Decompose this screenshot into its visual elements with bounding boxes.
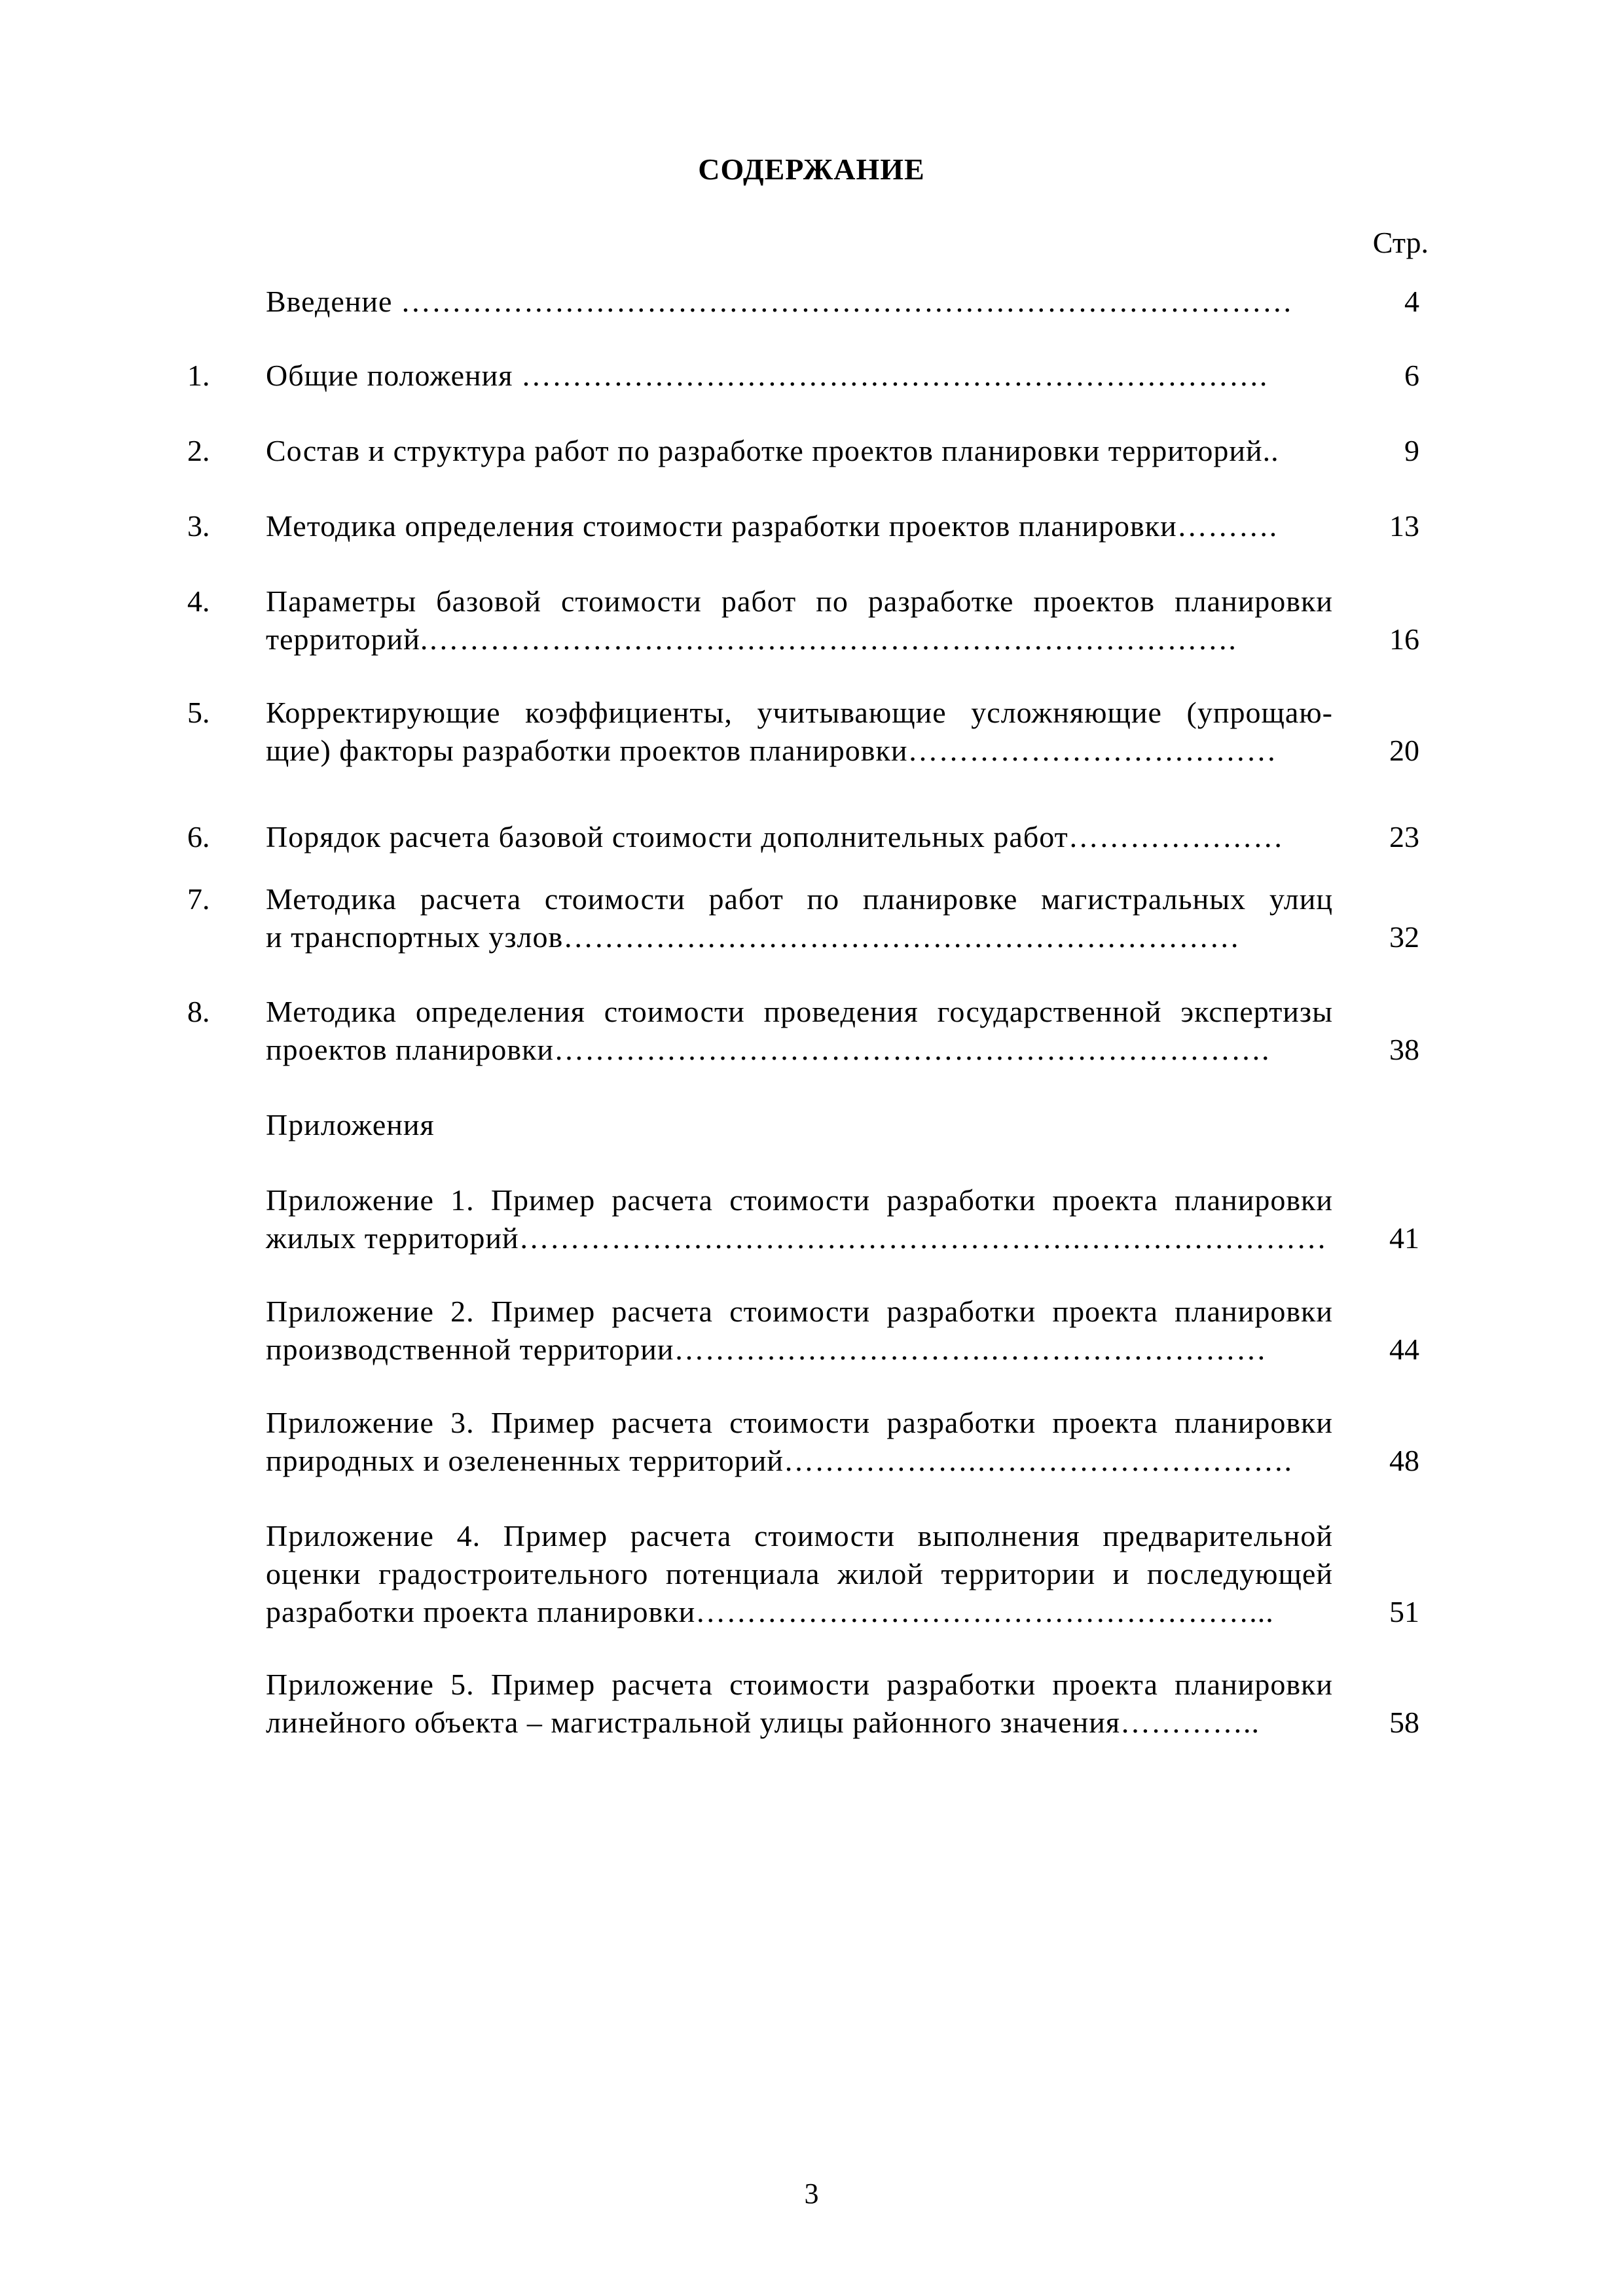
toc-entry-page: 38 bbox=[1389, 1033, 1419, 1066]
toc-entry-page: 32 bbox=[1389, 920, 1419, 954]
toc-entry-page: 9 bbox=[1404, 434, 1419, 467]
toc-entry-line: Введение …………………………………………………………………………… bbox=[266, 285, 1293, 318]
toc-entry-page: 13 bbox=[1389, 509, 1419, 543]
toc-entry-number: 1. bbox=[187, 359, 210, 392]
page-column-header: Стр. bbox=[1372, 226, 1429, 259]
toc-entry-line: щие) факторы разработки проектов планировки……………………………… bbox=[266, 734, 1277, 767]
toc-entry-page: 48 bbox=[1389, 1444, 1419, 1477]
toc-entry-title bbox=[266, 993, 1333, 1069]
toc-entry-line: Состав и структура работ по разработке проектов планировки территорий.. bbox=[266, 434, 1279, 467]
toc-entry-page: 16 bbox=[1389, 622, 1419, 656]
toc-entry-page: 6 bbox=[1404, 359, 1419, 392]
toc-entry-title bbox=[266, 1106, 1333, 1144]
toc-entry-line: природных и озелененных территорий……………….…………………………. bbox=[266, 1444, 1292, 1477]
toc-entry-title bbox=[266, 694, 1333, 770]
toc-entry-title bbox=[266, 1666, 1333, 1742]
toc-entry-title bbox=[266, 507, 1333, 545]
toc-entry-page: 4 bbox=[1404, 285, 1419, 318]
toc-entry-line: Приложение 3. Пример расчета стоимости разработки проекта планировки bbox=[266, 1406, 1333, 1439]
toc-entry-title bbox=[266, 1517, 1333, 1631]
toc-entry-title bbox=[266, 583, 1333, 658]
toc-entry-line: производственной территории………………………….……………………… bbox=[266, 1333, 1267, 1366]
toc-entry-line: и транспортных узлов………………………………………………………… bbox=[266, 920, 1241, 954]
toc-entry-number: 2. bbox=[187, 434, 210, 467]
toc-entry-line: Методика расчета стоимости работ по планировке магистральных улиц bbox=[266, 882, 1333, 916]
toc-entry-title bbox=[266, 1404, 1333, 1480]
toc-entry-line: Методика определения стоимости проведения государственной экспертизы bbox=[266, 995, 1333, 1028]
toc-entry-line: Приложения bbox=[266, 1108, 435, 1141]
toc-entry-line: территорий.……………………………………………………………………. bbox=[266, 622, 1237, 656]
toc-entry-line: Приложение 5. Пример расчета стоимости разработки проекта планировки bbox=[266, 1668, 1333, 1701]
toc-entry-title bbox=[266, 432, 1333, 470]
toc-entry-line: Порядок расчета базовой стоимости дополнительных работ………………… bbox=[266, 820, 1284, 853]
toc-entry-number: 6. bbox=[187, 820, 210, 853]
page-number: 3 bbox=[804, 2178, 819, 2210]
toc-entry-line: проектов планировки……………………………………………………………. bbox=[266, 1033, 1270, 1066]
toc-entry-number: 3. bbox=[187, 509, 210, 543]
toc-entry-title bbox=[266, 357, 1333, 395]
toc-entry-line: разработки проекта планировки………………………………………………... bbox=[266, 1595, 1274, 1628]
toc-entry-title bbox=[266, 880, 1333, 956]
toc-entry-line: Приложение 4. Пример расчета стоимости выполнения предварительной bbox=[266, 1519, 1333, 1552]
toc-entry-title bbox=[266, 1293, 1333, 1369]
toc-entry-line: Общие положения ………………………………………………………………. bbox=[266, 359, 1268, 392]
toc-entry-title bbox=[266, 818, 1333, 856]
toc-entry-line: Корректирующие коэффициенты, учитывающие усложняющие (упрощаю- bbox=[266, 696, 1333, 729]
toc-entry-line: оценки градостроительного потенциала жилой территории и последующей bbox=[266, 1557, 1333, 1590]
toc-entry-line: линейного объекта – магистральной улицы районного значения………….. bbox=[266, 1706, 1260, 1739]
toc-entry-line: Приложение 2. Пример расчета стоимости разработки проекта планировки bbox=[266, 1295, 1333, 1328]
toc-entry-page: 44 bbox=[1389, 1333, 1419, 1366]
toc-entry-page: 20 bbox=[1389, 734, 1419, 767]
toc-entry-page: 23 bbox=[1389, 820, 1419, 853]
toc-entry-number: 5. bbox=[187, 696, 210, 729]
toc-entry-title bbox=[266, 1181, 1333, 1257]
toc-entry-number: 4. bbox=[187, 584, 210, 618]
toc-entry-number: 8. bbox=[187, 995, 210, 1028]
toc-entry-title bbox=[266, 283, 1333, 321]
toc-entry-line: Параметры базовой стоимости работ по разработке проектов планировки bbox=[266, 584, 1333, 618]
page-title: СОДЕРЖАНИЕ bbox=[698, 152, 925, 186]
toc-entry-page: 58 bbox=[1389, 1706, 1419, 1739]
toc-entry-line: Методика определения стоимости разработки проектов планировки………. bbox=[266, 509, 1278, 543]
toc-entry-page: 41 bbox=[1389, 1221, 1419, 1255]
toc-entry-line: Приложение 1. Пример расчета стоимости разработки проекта планировки bbox=[266, 1183, 1333, 1217]
toc-entry-page: 51 bbox=[1389, 1595, 1419, 1628]
toc-entry-line: жилых территорий……………………………………………….…………………… bbox=[266, 1221, 1328, 1255]
toc-entry-number: 7. bbox=[187, 882, 210, 916]
